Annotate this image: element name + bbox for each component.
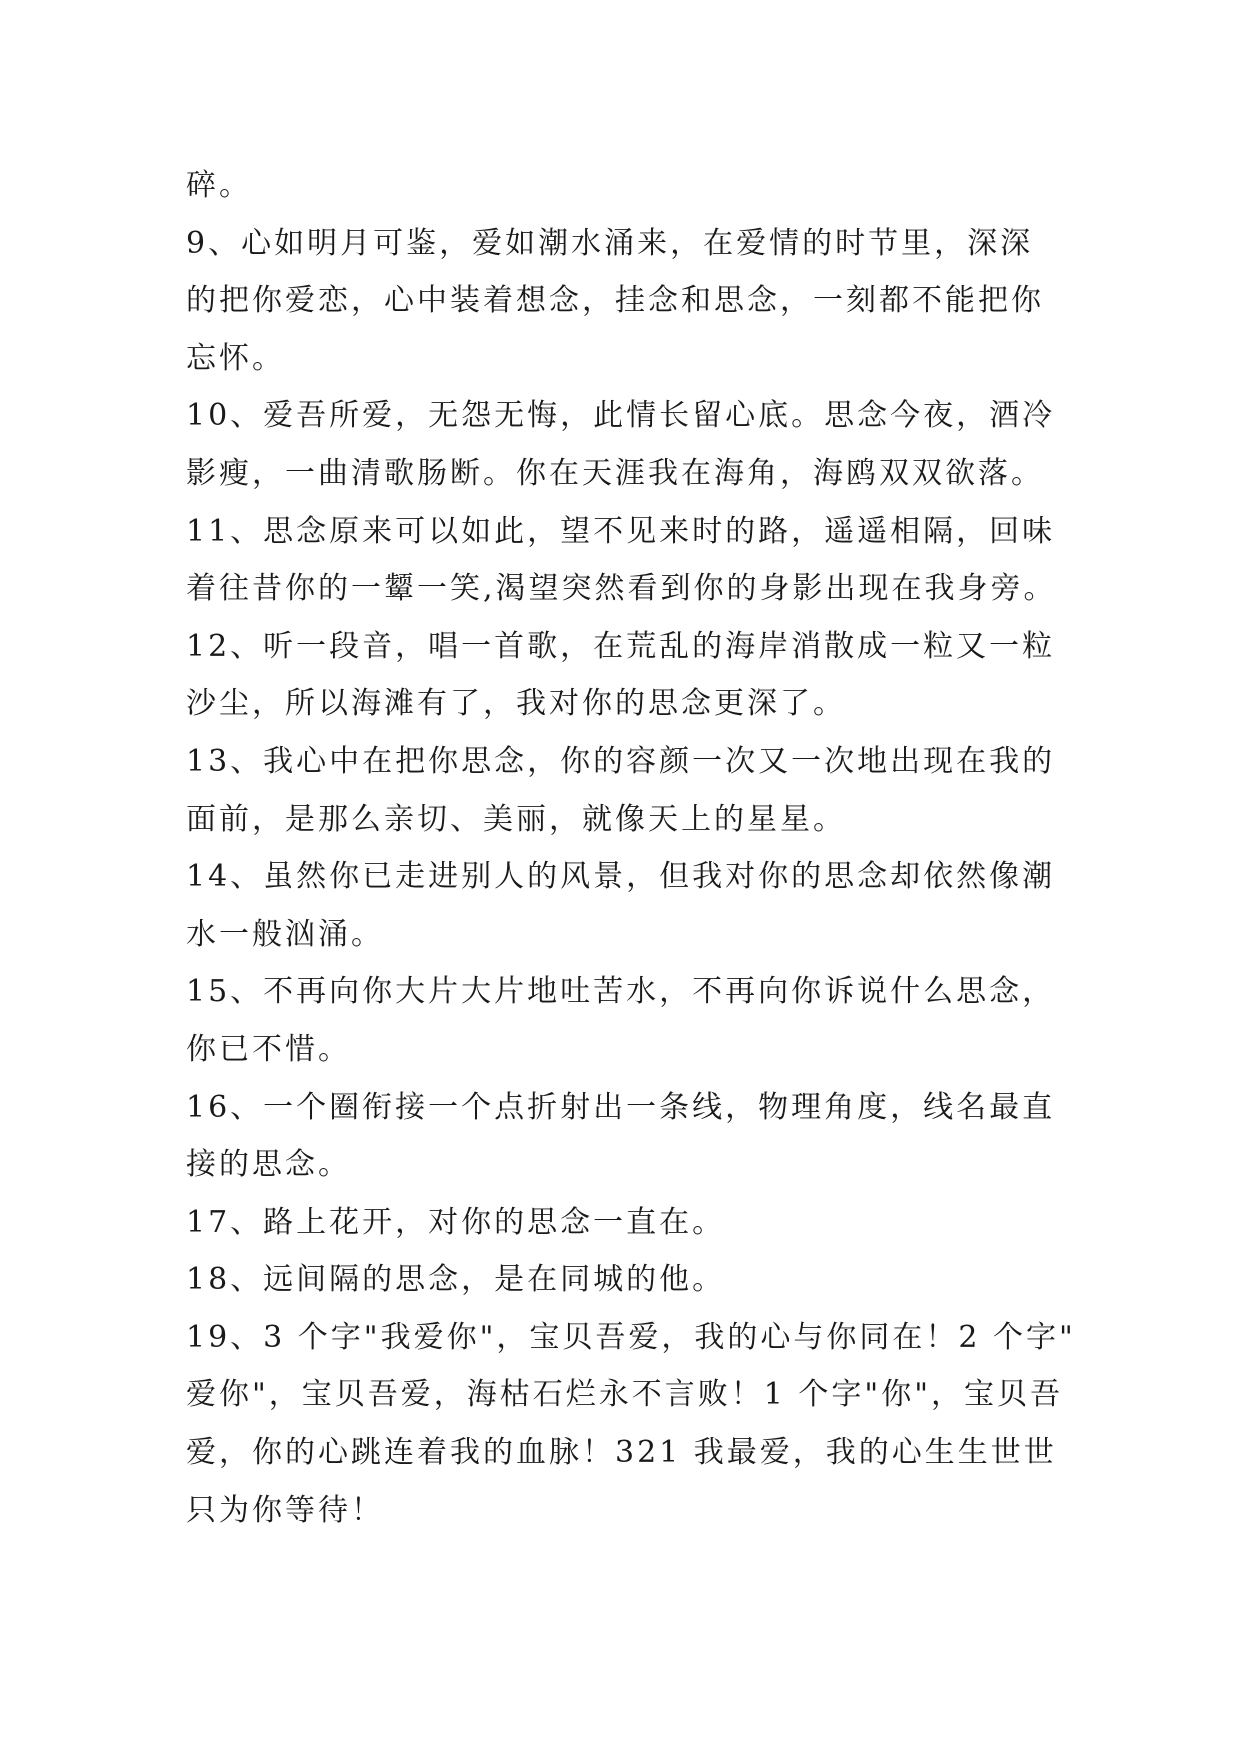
text-line: 爱你"，宝贝吾爱，海枯石烂永不言败！1 个字"你"，宝贝吾 xyxy=(186,1377,1064,1413)
text-line: 影瘦，一曲清歌肠断。你在天涯我在海角，海鸥双双欲落。 xyxy=(186,455,1044,491)
text-line: 忘怀。 xyxy=(186,340,285,376)
text-line: 只为你等待！ xyxy=(186,1492,384,1528)
text-line: 水一般汹涌。 xyxy=(186,916,384,952)
text-line: 15、不再向你大片大片地吐苦水，不再向你诉说什么思念， xyxy=(186,974,1056,1010)
text-line: 爱，你的心跳连着我的血脉！321 我最爱，我的心生生世世 xyxy=(186,1435,1057,1471)
text-line: 18、远间隔的思念，是在同城的他。 xyxy=(186,1262,726,1298)
text-line: 着往昔你的一颦一笑,渴望突然看到你的身影出现在我身旁。 xyxy=(186,571,1057,607)
text-line: 沙尘，所以海滩有了，我对你的思念更深了。 xyxy=(186,686,846,722)
document-body xyxy=(186,157,1076,1539)
text-line: 17、路上花开，对你的思念一直在。 xyxy=(186,1204,726,1240)
text-line: 16、一个圈衔接一个点折射出一条线，物理角度，线名最直 xyxy=(186,1089,1056,1125)
text-line: 14、虽然你已走进别人的风景，但我对你的思念却依然像潮 xyxy=(186,859,1056,895)
text-line: 的把你爱恋，心中装着想念，挂念和思念，一刻都不能把你 xyxy=(186,283,1044,319)
text-line: 你已不惜。 xyxy=(186,1031,351,1067)
text-line: 接的思念。 xyxy=(186,1147,351,1183)
text-line: 9、心如明月可鉴，爱如潮水涌来，在爱情的时节里，深深 xyxy=(186,225,1034,261)
text-line: 11、思念原来可以如此，望不见来时的路，遥遥相隔，回味 xyxy=(186,513,1056,549)
text-line: 13、我心中在把你思念，你的容颜一次又一次地出现在我的 xyxy=(186,743,1056,779)
text-line: 10、爱吾所爱，无怨无悔，此情长留心底。思念今夜，酒冷 xyxy=(186,398,1056,434)
text-line: 碎。 xyxy=(186,168,252,203)
text-line: 面前，是那么亲切、美丽，就像天上的星星。 xyxy=(186,801,846,837)
text-line: 12、听一段音，唱一首歌，在荒乱的海岸消散成一粒又一粒 xyxy=(186,628,1056,664)
text-line: 19、3 个字"我爱你"，宝贝吾爱，我的心与你同在！2 个字" xyxy=(186,1319,1076,1355)
